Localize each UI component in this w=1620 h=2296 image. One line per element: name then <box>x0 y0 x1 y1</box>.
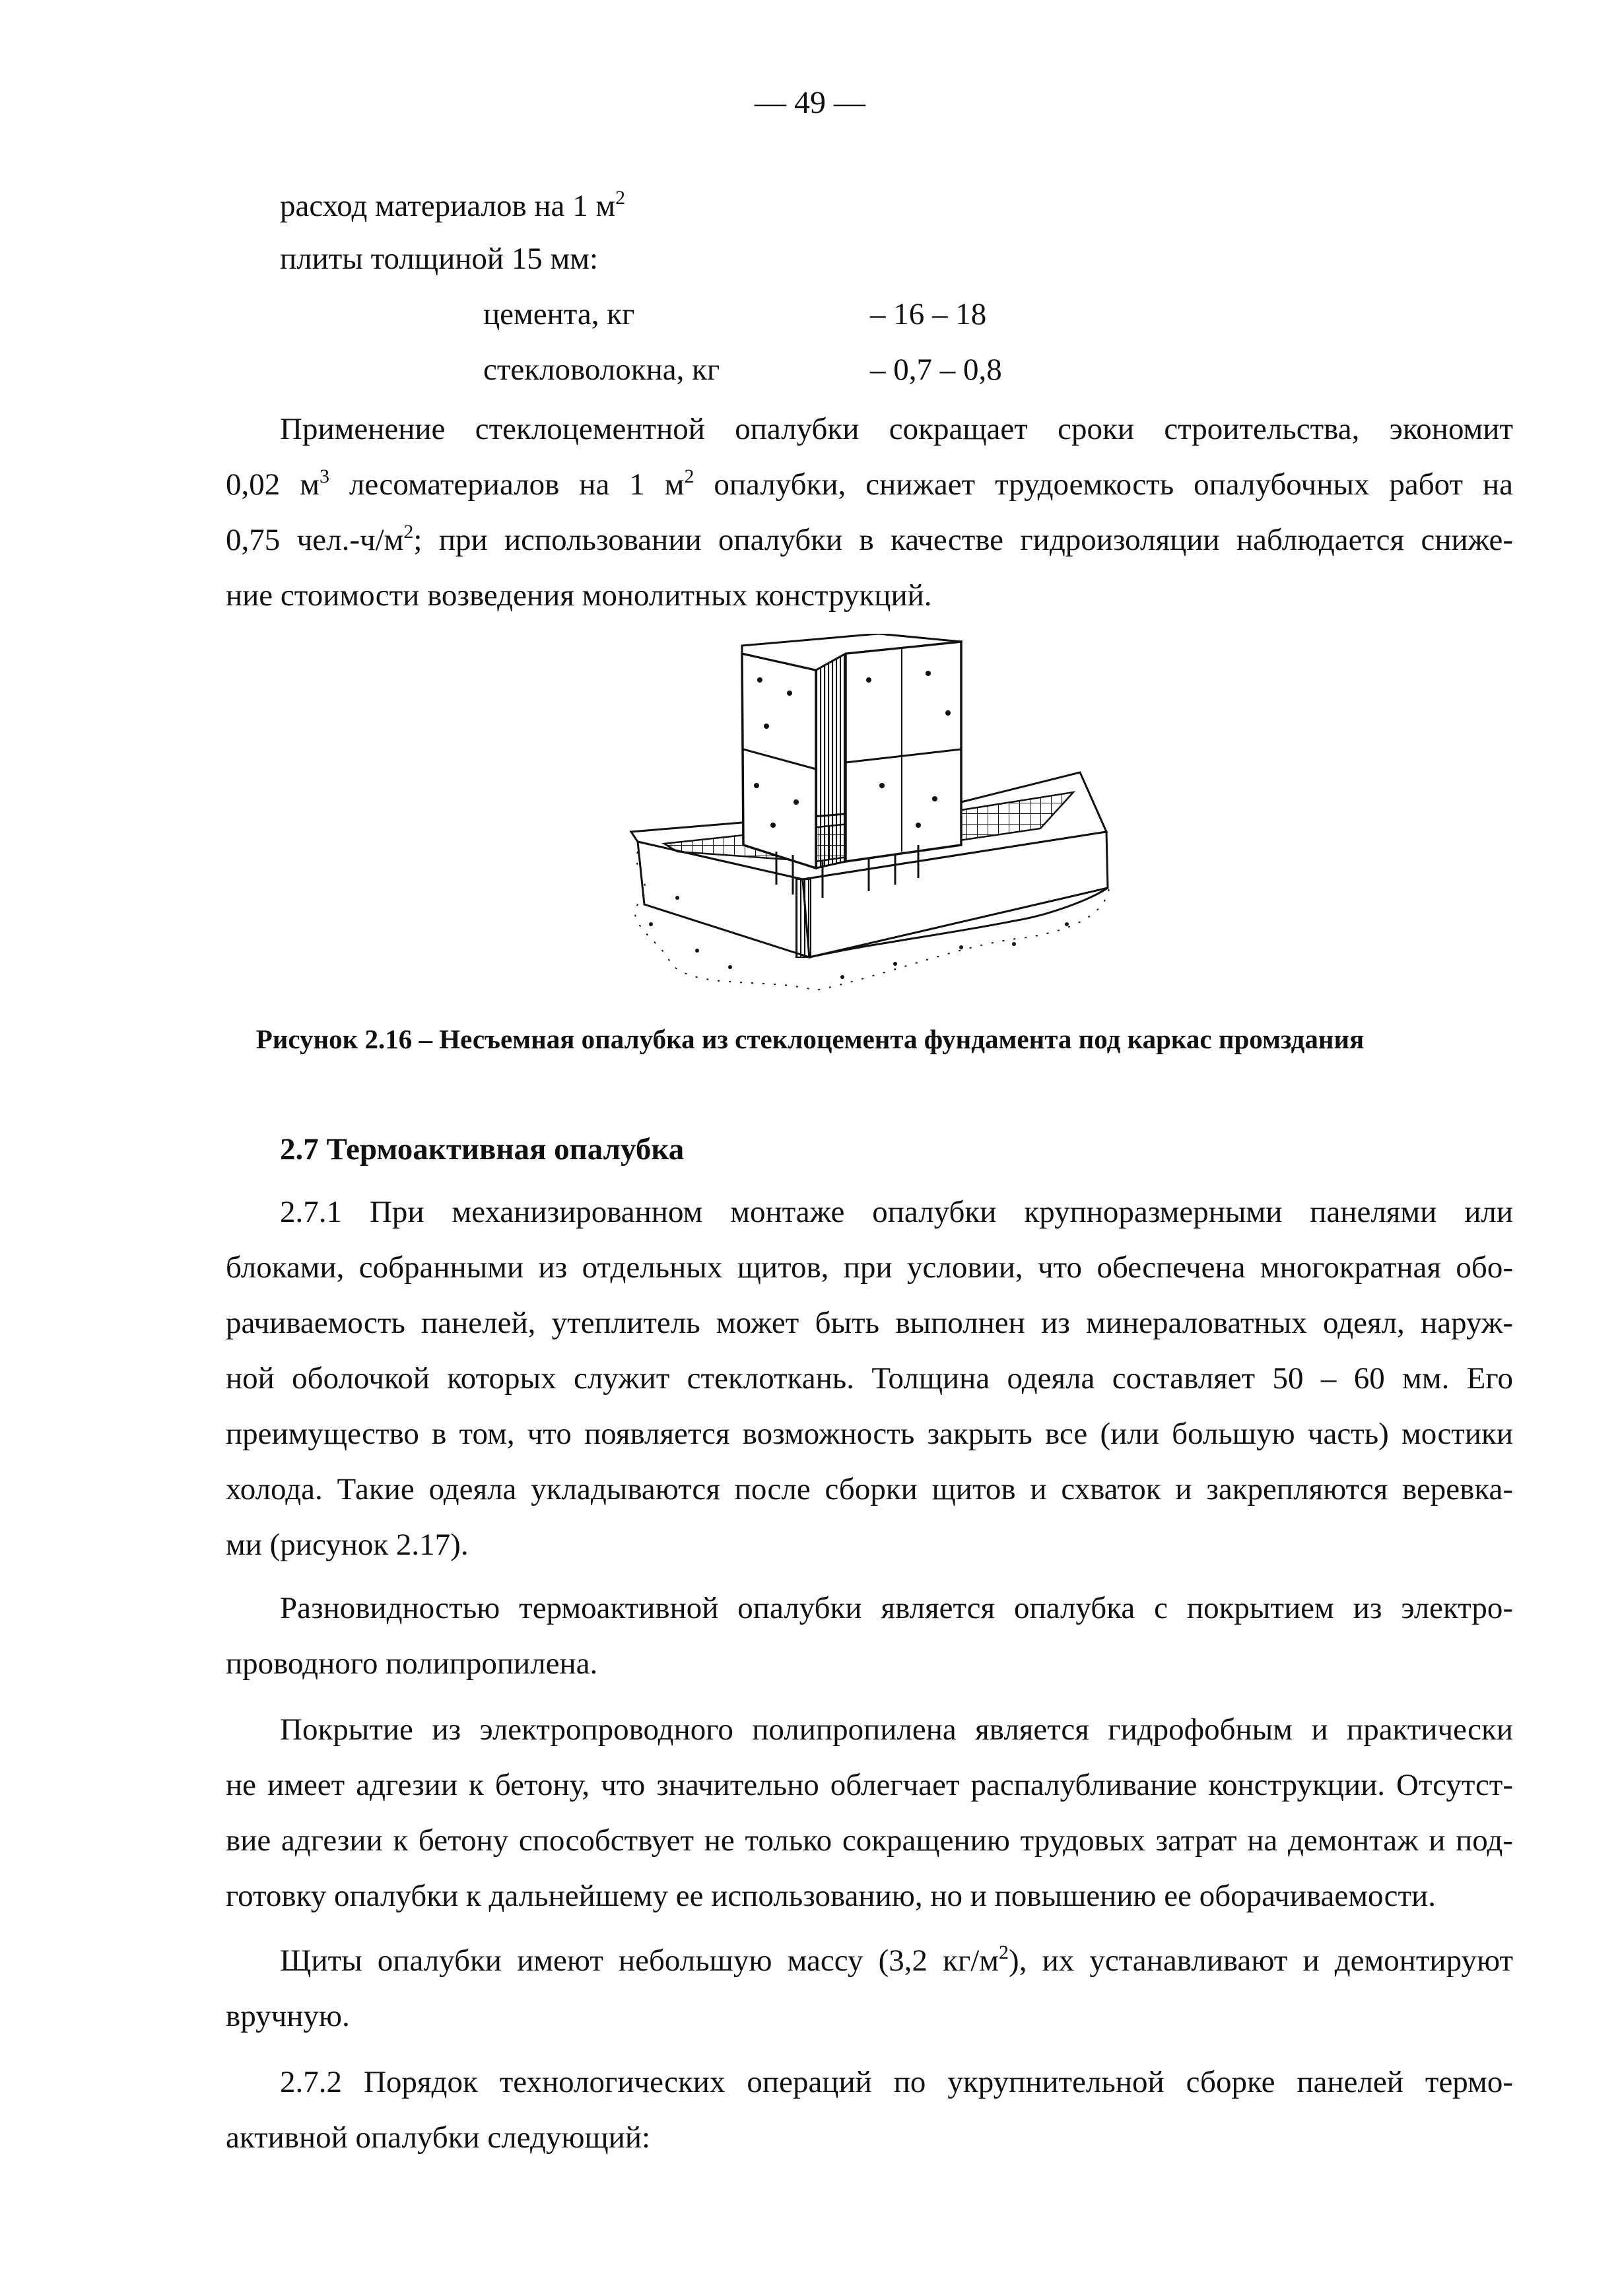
para4-line-4: готовку опалубки к дальнейшему ее использованию, но и повышению ее оборачиваемости. <box>226 1879 1436 1913</box>
figure-caption: Рисунок 2.16 – Несъемная опалубка из стеклоцемента фундамента под каркас промздания <box>255 1024 1365 1054</box>
para1-line-1: Применение стеклоцементной опалубки сокращает сроки строительства, экономит <box>280 412 1513 446</box>
material-value-cement: – 16 – 18 <box>870 297 987 331</box>
para2-line-6: холода. Такие одеяла укладываются после сборки щитов и схваток и закрепляются веревка- <box>226 1472 1513 1506</box>
para4-line-3: вие адгезии к бетону способствует не только сокращению трудовых затрат на демонтаж и под- <box>226 1823 1513 1858</box>
para2-line-1: 2.7.1 При механизированном монтаже опалубки крупноразмерными панелями или <box>280 1195 1513 1229</box>
material-label-cement: цемента, кг <box>483 297 635 331</box>
para2-line-5: преимущество в том, что появляется возможность закрыть все (или большую часть) мостики <box>226 1417 1513 1451</box>
para3-line-1: Разновидностью термоактивной опалубки является опалубка с покрытием из электро- <box>280 1591 1513 1625</box>
para4-line-1: Покрытие из электропроводного полипропилена является гидрофобным и практически <box>280 1712 1513 1747</box>
formwork-foundation-illustration <box>618 634 1120 1017</box>
para5-line-2: вручную. <box>226 1999 350 2033</box>
para2-line-7: ми (рисунок 2.17). <box>226 1528 469 1562</box>
para2-line-2: блоками, собранными из отдельных щитов, при условии, что обеспечена многократная обо- <box>226 1250 1513 1285</box>
para2-line-3: рачиваемость панелей, утеплитель может быть выполнен из минераловатных одеял, наруж- <box>226 1306 1513 1340</box>
material-label-fiberglass: стекловолокна, кг <box>483 353 720 387</box>
para5-line-1: Щиты опалубки имеют небольшую массу (3,2 $кг/м^2$), их устанавливают и демонтируют <box>280 1941 1513 1978</box>
para1-line-4: ние стоимости возведения монолитных конструкций. <box>226 578 932 613</box>
section-heading: 2.7 Термоактивная опалубка <box>280 1132 685 1166</box>
para3-line-2: проводного полипропилена. <box>226 1646 598 1681</box>
para2-line-4: ной оболочкой которых служит стеклоткань. Толщина одеяла составляет 50 – 60 мм. Его <box>226 1361 1513 1396</box>
intro-line-2: плиты толщиной 15 мм: <box>280 242 599 276</box>
para1-line-3: 0,75 $чел.-ч/м^2$; при использовании опалубки в качестве гидроизоляции наблюдается сниже- <box>226 521 1514 557</box>
intro-line-1: расход материалов на 1 $м^2$ <box>280 187 626 223</box>
para1-line-2: 0,02 $м^3$ лесоматериалов на 1 $м^2$ опалубки, снижает трудоемкость опалубочных работ на <box>226 465 1514 502</box>
para6-line-1: 2.7.2 Порядок технологических операций по укрупнительной сборке панелей термо- <box>280 2065 1513 2099</box>
material-value-fiberglass: – 0,7 – 0,8 <box>870 353 1002 387</box>
para4-line-2: не имеет адгезии к бетону, что значительно облегчает распалубливание конструкции. Отсутст- <box>226 1768 1513 1802</box>
para6-line-2: активной опалубки следующий: <box>226 2120 651 2155</box>
page-number: — 49 — <box>755 85 865 120</box>
